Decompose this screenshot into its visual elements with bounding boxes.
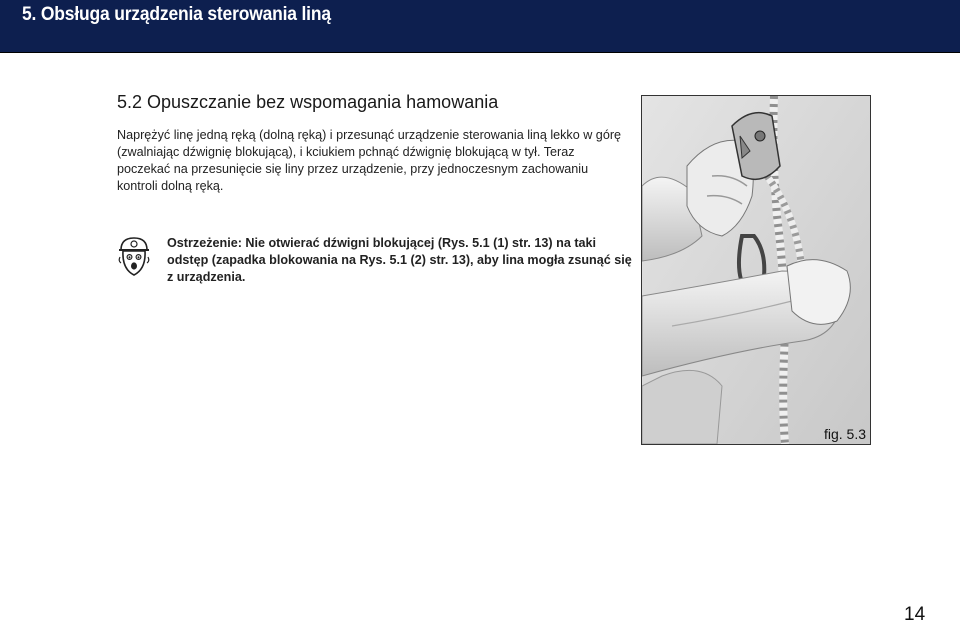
header-title: 5. Obsługa urządzenia sterowania liną xyxy=(22,4,331,25)
header-bar xyxy=(0,0,960,53)
warning-face-icon xyxy=(117,235,151,279)
section-title: 5.2 Opuszczanie bez wspomagania hamowania xyxy=(117,92,499,112)
page-number: 14 xyxy=(904,604,926,625)
figure-photo xyxy=(641,95,871,445)
figure-caption: fig. 5.3 xyxy=(823,426,866,442)
body-paragraph: Naprężyć linę jedną ręką (dolną ręką) i przesunąć urządzenie sterowania liną lekko w górę (zwalniając dźwignię blokującą), i kciukiem pchnąć dźwignię blokującą w tył. Teraz poczekać na przesunięcie się liny przez urządzenie, przy jednoczesnym zachowaniu kontroli dolną ręką. xyxy=(117,128,622,193)
rope-device-illustration xyxy=(642,96,870,444)
warning-text: Ostrzeżenie: Nie otwierać dźwigni blokującej (Rys. 5.1 (1) str. 13) na taki odstęp (zapadka blokowania na Rys. 5.1 (2) str. 13), aby lina mogła zsunąć się z urządzenia. xyxy=(167,236,632,284)
